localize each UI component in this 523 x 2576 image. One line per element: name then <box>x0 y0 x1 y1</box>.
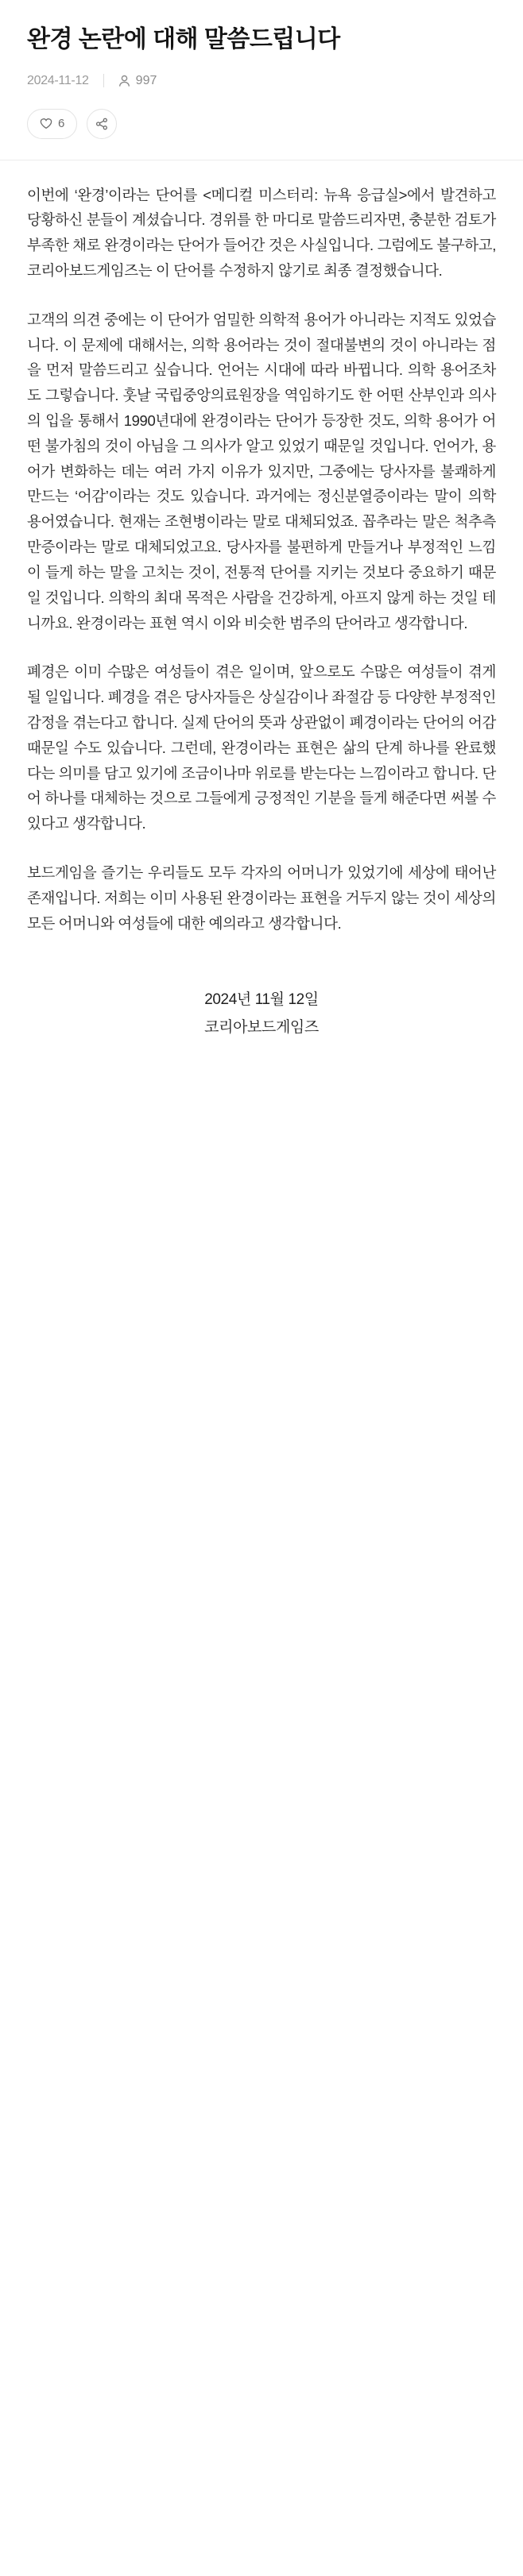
view-count <box>118 74 157 88</box>
article-signature <box>0 960 523 1079</box>
like-button[interactable] <box>27 109 77 139</box>
meta-divider <box>103 74 104 87</box>
like-count: 6 <box>58 117 65 130</box>
heart-icon <box>40 118 52 129</box>
publish-date: 2024-11-12 <box>27 73 89 87</box>
article-paragraph: 폐경은 이미 수많은 여성들이 겪은 일이며, 앞으로도 수많은 여성들이 겪게 될 일입니다. 폐경을 겪은 당사자들은 상실감이나 좌절감 등 다양한 부정적인 감정을 겪는다고 합니다. 실제 단어의 뜻과 상관없이 폐경이라는 단어의 어감 때문일 수도 있습니다. 그런데, 완경이라는 표현은 삶의 단계 하나를 완료했다는 의미를 담고 있기에 조금이나마 위로를 받는다는 느낌이라고 합니다. 단어 하나를 대체하는 것으로 그들에게 긍정적인 기분을 들게 해준다면 써볼 수 있다고 생각합니다. <box>27 663 500 832</box>
article-body <box>0 160 523 937</box>
view-count-value: 997 <box>135 73 157 87</box>
article-actions <box>27 104 496 160</box>
share-icon <box>95 118 108 130</box>
share-button[interactable] <box>87 109 117 139</box>
person-icon <box>118 75 130 87</box>
signature-company: 코리아보드게임즈 <box>204 1018 319 1036</box>
bottom-spacer <box>0 1079 523 1087</box>
article-paragraph: 이번에 ‘완경’이라는 단어를 <메디컬 미스터리: 뉴욕 응급실>에서 발견하고 당황하신 분들이 계셨습니다. 경위를 한 마디로 말씀드리자면, 충분한 검토가 부족한 채로 완경이라는 단어가 들어간 것은 사실입니다. 그럼에도 불구하고, 코리아보드게임즈는 이 단어를 수정하지 않기로 최종 결정했습니다. <box>27 186 500 279</box>
page-title: 완경 논란에 대해 말씀드립니다 <box>27 26 340 52</box>
article-meta <box>27 74 496 88</box>
article-paragraph: 고객의 의견 중에는 이 단어가 엄밀한 의학적 용어가 아니라는 지적도 있었습니다. 이 문제에 대해서는, 의학 용어라는 것이 절대불변의 것이 아니라는 점을 먼저 말씀드리고 싶습니다. 언어는 시대에 따라 바뀝니다. 의학 용어조차도 그렇습니다. 훗날 국립중앙의료원장을 역임하기도 한 어떤 산부인과 의사의 입을 통해서 1990년대에 완경이라는 단어가 등장한 것도, 의학 용어가 어떤 불가침의 것이 아님을 그 의사가 알고 있었기 때문일 것입니다. 언어가, 용어가 변화하는 데는 여러 가지 이유가 있지만, 그중에는 당사자를 불쾌하게 만드는 ‘어감’이라는 것도 있습니다. 과거에는 정신분열증이라는 말이 의학 용어였습니다. 현재는 조현병이라는 말로 대체되었죠. 꼽추라는 말은 척추측만증이라는 말로 대체되었고요. 당사자를 불편하게 만들거나 부정적인 느낌이 들게 하는 말을 고치는 것이, 전통적 단어를 지키는 것보다 중요하기 때문일 것입니다. 의학의 최대 목적은 사람을 건강하게, 아프지 않게 하는 것일 테니까요. 완경이라는 표현 역시 이와 비슷한 범주의 단어라고 생각합니다. <box>27 311 500 631</box>
article-header <box>0 0 523 160</box>
signature-date: 2024년 11월 12일 <box>204 991 319 1009</box>
article-paragraph: 보드게임을 즐기는 우리들도 모두 각자의 어머니가 있었기에 세상에 태어난 존재입니다. 저희는 이미 사용된 완경이라는 표현을 거두지 않는 것이 세상의 모든 어머니와 여성들에 대한 예의라고 생각합니다. <box>27 864 500 932</box>
